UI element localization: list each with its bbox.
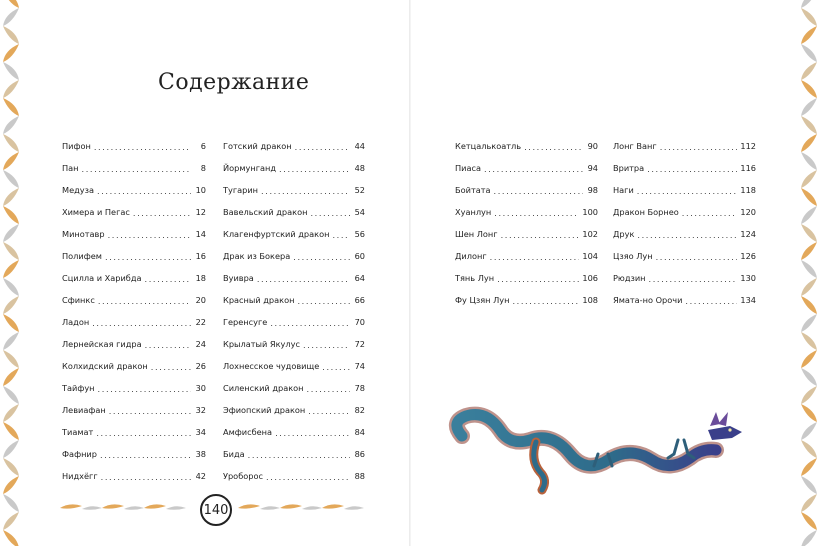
- toc-entry: [455, 181, 598, 195]
- toc-entry-page: 134: [740, 295, 756, 305]
- toc-entry-title: Вуивра: [223, 273, 254, 283]
- toc-leader-dots: [98, 297, 191, 305]
- toc-entry-page: 104: [582, 251, 598, 261]
- left-ornamental-border: [0, 0, 22, 546]
- toc-entry-title: Пиаса: [455, 163, 482, 173]
- toc-entry-title: Лонг Ванг: [613, 141, 657, 151]
- toc-entry: [613, 181, 756, 195]
- toc-entry-title: Амфисбена: [223, 427, 273, 437]
- toc-entry-page: 94: [587, 163, 598, 173]
- toc-leader-dots: [108, 231, 191, 239]
- toc-leader-dots: [656, 253, 738, 261]
- toc-entry-page: 26: [195, 361, 206, 371]
- toc-entry: [62, 335, 206, 349]
- toc-leader-dots: [82, 165, 191, 173]
- toc-leader-dots: [109, 407, 191, 415]
- toc-entry: [62, 159, 206, 173]
- toc-entry: [613, 247, 756, 261]
- toc-entry: [62, 401, 206, 415]
- toc-entry: [62, 269, 206, 283]
- toc-entry-page: 100: [582, 207, 598, 217]
- toc-leader-dots: [101, 473, 191, 481]
- toc-entry-title: Дилонг: [455, 251, 487, 261]
- toc-entry: [62, 203, 206, 217]
- toc-entry-title: Бойтата: [455, 185, 491, 195]
- toc-entry: [62, 247, 206, 261]
- toc-entry-page: 34: [195, 427, 206, 437]
- toc-entry-title: Шен Лонг: [455, 229, 498, 239]
- toc-leader-dots: [297, 297, 350, 305]
- toc-entry: [455, 291, 598, 305]
- toc-entry-page: 126: [740, 251, 756, 261]
- toc-entry-page: 108: [582, 295, 598, 305]
- page-title: Содержание: [158, 70, 310, 95]
- toc-leader-dots: [105, 253, 191, 261]
- toc-entry-title: Ладон: [62, 317, 90, 327]
- toc-entry: [223, 423, 365, 437]
- toc-entry: [62, 379, 206, 393]
- toc-leader-dots: [133, 209, 191, 217]
- toc-entry-title: Хуанлун: [455, 207, 492, 217]
- toc-entry: [62, 467, 206, 481]
- toc-entry: [223, 225, 365, 239]
- toc-entry-page: 22: [195, 317, 206, 327]
- toc-leader-dots: [322, 363, 350, 371]
- toc-entry-page: 72: [354, 339, 365, 349]
- toc-entry-page: 44: [354, 141, 365, 151]
- toc-leader-dots: [307, 385, 350, 393]
- toc-entry-page: 88: [354, 471, 365, 481]
- toc-entry-title: Тянь Лун: [455, 273, 495, 283]
- toc-entry-page: 32: [195, 405, 206, 415]
- toc-entry: [223, 313, 365, 327]
- toc-entry: [223, 445, 365, 459]
- toc-entry-page: 24: [195, 339, 206, 349]
- toc-leader-dots: [512, 297, 579, 305]
- toc-entry-title: Сцилла и Харибда: [62, 273, 142, 283]
- toc-entry-title: Нидхёгг: [62, 471, 98, 481]
- toc-entry-page: 64: [354, 273, 365, 283]
- toc-entry: [613, 203, 756, 217]
- toc-entry: [223, 335, 365, 349]
- toc-entry-page: 106: [582, 273, 598, 283]
- toc-entry-page: 10: [195, 185, 206, 195]
- toc-leader-dots: [266, 473, 350, 481]
- toc-leader-dots: [310, 209, 350, 217]
- toc-entry: [223, 401, 365, 415]
- toc-entry: [223, 247, 365, 261]
- toc-leader-dots: [649, 275, 738, 283]
- toc-entry-title: Тиамат: [62, 427, 94, 437]
- toc-entry: [62, 181, 206, 195]
- toc-leader-dots: [308, 407, 350, 415]
- toc-entry-title: Левиафан: [62, 405, 106, 415]
- toc-leader-dots: [647, 165, 737, 173]
- toc-entry-title: Фу Цзян Лун: [455, 295, 510, 305]
- toc-entry-title: Пифон: [62, 141, 91, 151]
- toc-entry-title: Наги: [613, 185, 634, 195]
- toc-entry-page: 130: [740, 273, 756, 283]
- toc-leader-dots: [275, 429, 350, 437]
- toc-entry-page: 66: [354, 295, 365, 305]
- toc-entry-title: Колхидский дракон: [62, 361, 148, 371]
- toc-entry-page: 42: [195, 471, 206, 481]
- toc-leader-dots: [145, 275, 192, 283]
- toc-entry-page: 20: [195, 295, 206, 305]
- toc-entry-title: Дракон Борнео: [613, 207, 679, 217]
- page-number-badge: 140: [200, 494, 232, 526]
- toc-entry: [223, 379, 365, 393]
- toc-entry-title: Медуза: [62, 185, 94, 195]
- toc-leader-dots: [145, 341, 191, 349]
- toc-entry: [62, 313, 206, 327]
- toc-leader-dots: [92, 319, 191, 327]
- toc-entry: [455, 225, 598, 239]
- toc-leader-dots: [279, 165, 350, 173]
- toc-entry-title: Бида: [223, 449, 245, 459]
- toc-entry-title: Лохнесское чудовище: [223, 361, 320, 371]
- toc-leader-dots: [332, 231, 350, 239]
- toc-entry-title: Ямата-но Орочи: [613, 295, 683, 305]
- toc-entry-page: 86: [354, 449, 365, 459]
- toc-leader-dots: [494, 187, 583, 195]
- dragon-illustration: [448, 396, 748, 498]
- toc-entry: [613, 137, 756, 151]
- toc-leader-dots: [501, 231, 580, 239]
- toc-entry-page: 54: [354, 207, 365, 217]
- toc-leader-dots: [685, 297, 737, 305]
- toc-entry-page: 48: [354, 163, 365, 173]
- toc-entry-title: Тугарин: [223, 185, 259, 195]
- toc-entry-title: Лернейская гидра: [62, 339, 142, 349]
- toc-entry-title: Красный дракон: [223, 295, 295, 305]
- toc-entry: [613, 291, 756, 305]
- toc-entry-page: 98: [587, 185, 598, 195]
- toc-entry-title: Вритра: [613, 163, 645, 173]
- toc-entry: [223, 357, 365, 371]
- toc-entry: [62, 225, 206, 239]
- toc-entry-page: 90: [587, 141, 598, 151]
- toc-entry: [62, 291, 206, 305]
- toc-entry: [223, 203, 365, 217]
- toc-leader-dots: [98, 385, 191, 393]
- toc-entry: [455, 137, 598, 151]
- toc-entry: [455, 203, 598, 217]
- toc-entry-title: Клагенфуртский дракон: [223, 229, 330, 239]
- toc-entry: [62, 357, 206, 371]
- toc-leader-dots: [100, 451, 191, 459]
- toc-leader-dots: [637, 231, 737, 239]
- toc-leader-dots: [94, 143, 191, 151]
- toc-entry-title: Кетцалькоатль: [455, 141, 522, 151]
- toc-entry-title: Фафнир: [62, 449, 97, 459]
- toc-entry-page: 116: [740, 163, 756, 173]
- toc-leader-dots: [295, 143, 350, 151]
- toc-entry: [223, 291, 365, 305]
- toc-entry: [455, 269, 598, 283]
- toc-entry-page: 112: [740, 141, 756, 151]
- toc-leader-dots: [151, 363, 191, 371]
- toc-leader-dots: [637, 187, 738, 195]
- toc-entry-page: 120: [740, 207, 756, 217]
- toc-entry-page: 56: [354, 229, 365, 239]
- toc-entry-page: 118: [740, 185, 756, 195]
- toc-entry-title: Друк: [613, 229, 635, 239]
- toc-entry-page: 70: [354, 317, 365, 327]
- toc-leader-dots: [484, 165, 583, 173]
- toc-entry: [223, 467, 365, 481]
- toc-leader-dots: [270, 319, 350, 327]
- toc-entry-page: 30: [195, 383, 206, 393]
- toc-leader-dots: [293, 253, 350, 261]
- toc-entry: [613, 225, 756, 239]
- toc-entry-title: Эфиопский дракон: [223, 405, 306, 415]
- toc-entry-page: 8: [200, 163, 206, 173]
- toc-leader-dots: [261, 187, 350, 195]
- toc-entry: [62, 423, 206, 437]
- toc-entry-title: Силенский дракон: [223, 383, 304, 393]
- toc-entry-title: Химера и Пегас: [62, 207, 130, 217]
- toc-entry-page: 60: [354, 251, 365, 261]
- toc-entry: [455, 247, 598, 261]
- toc-entry-page: 16: [195, 251, 206, 261]
- toc-entry-title: Йормунганд: [223, 163, 277, 173]
- toc-entry-title: Рюдзин: [613, 273, 646, 283]
- toc-entry-page: 6: [200, 141, 206, 151]
- toc-leader-dots: [96, 429, 191, 437]
- toc-entry-page: 14: [195, 229, 206, 239]
- toc-entry-page: 78: [354, 383, 365, 393]
- toc-entry-page: 84: [354, 427, 365, 437]
- toc-entry-page: 124: [740, 229, 756, 239]
- right-ornamental-border: [798, 0, 820, 546]
- toc-entry-title: Цзяо Лун: [613, 251, 653, 261]
- toc-entry-page: 12: [195, 207, 206, 217]
- toc-entry: [223, 181, 365, 195]
- toc-entry-title: Крылатый Якулус: [223, 339, 300, 349]
- toc-entry-page: 18: [195, 273, 206, 283]
- toc-leader-dots: [494, 209, 579, 217]
- toc-entry: [613, 159, 756, 173]
- toc-entry-title: Уроборос: [223, 471, 263, 481]
- toc-entry: [62, 445, 206, 459]
- toc-leader-dots: [497, 275, 579, 283]
- toc-entry-title: Минотавр: [62, 229, 105, 239]
- toc-entry-page: 74: [354, 361, 365, 371]
- toc-entry-page: 52: [354, 185, 365, 195]
- toc-leader-dots: [97, 187, 191, 195]
- toc-leader-dots: [248, 451, 350, 459]
- toc-entry: [223, 269, 365, 283]
- toc-entry-page: 82: [354, 405, 365, 415]
- toc-entry: [62, 137, 206, 151]
- toc-entry: [223, 137, 365, 151]
- toc-entry: [613, 269, 756, 283]
- toc-leader-dots: [524, 143, 583, 151]
- toc-entry-title: Тайфун: [62, 383, 95, 393]
- toc-entry-title: Полифем: [62, 251, 102, 261]
- toc-leader-dots: [682, 209, 738, 217]
- toc-entry: [223, 159, 365, 173]
- toc-entry-title: Драк из Бокера: [223, 251, 291, 261]
- toc-entry-title: Готский дракон: [223, 141, 292, 151]
- page-fold: [409, 0, 411, 546]
- toc-leader-dots: [660, 143, 738, 151]
- toc-entry-page: 102: [582, 229, 598, 239]
- toc-leader-dots: [257, 275, 350, 283]
- toc-leader-dots: [490, 253, 580, 261]
- toc-entry-title: Сфинкс: [62, 295, 95, 305]
- toc-entry: [455, 159, 598, 173]
- toc-leader-dots: [303, 341, 350, 349]
- toc-entry-title: Пан: [62, 163, 79, 173]
- toc-entry-page: 38: [195, 449, 206, 459]
- toc-entry-title: Вавельский дракон: [223, 207, 308, 217]
- toc-entry-title: Геренсуге: [223, 317, 268, 327]
